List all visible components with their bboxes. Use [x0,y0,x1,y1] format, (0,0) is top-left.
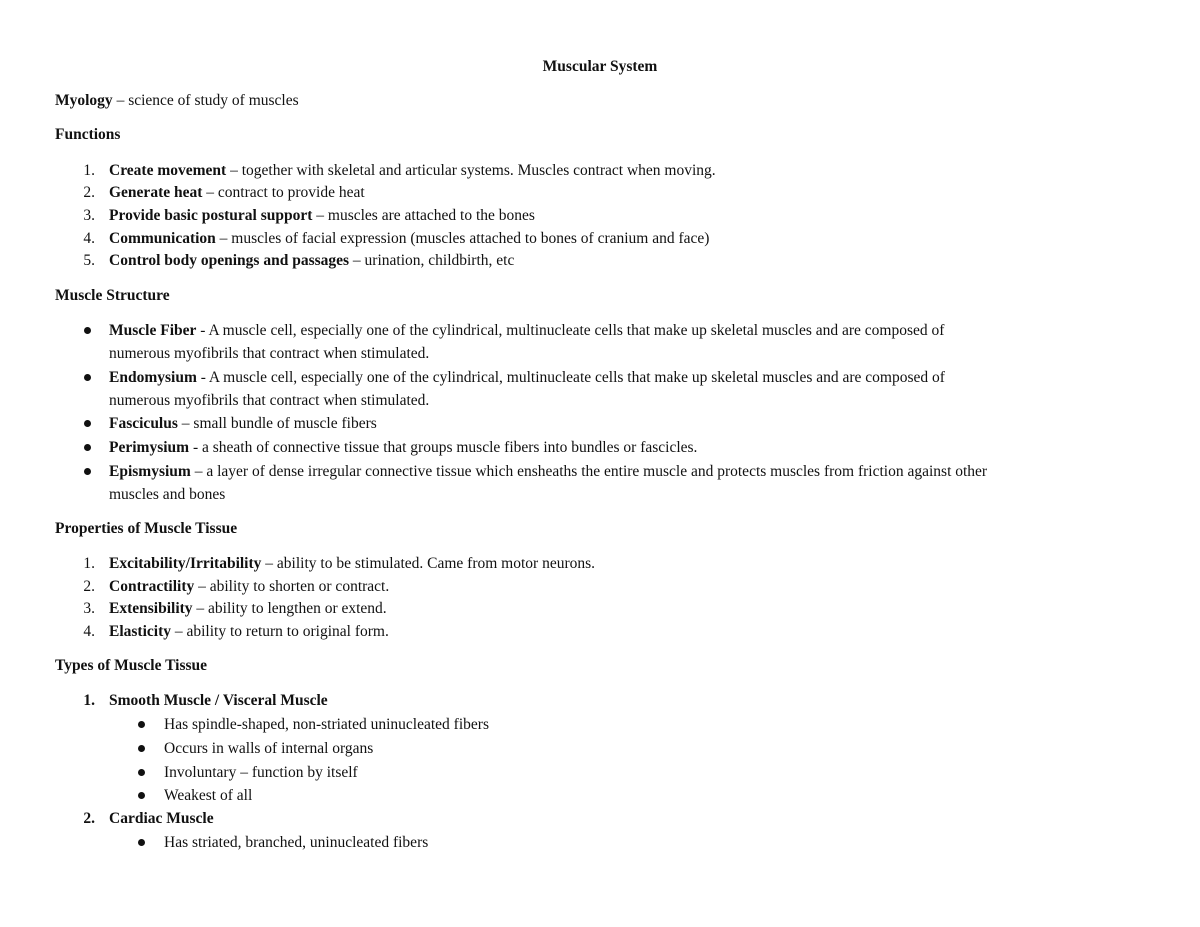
item-text: - A muscle cell, especially one of the cylindrical, multinucleate cells that make up skeletal muscles and are composed of [196,322,945,339]
bullet-icon [138,745,145,752]
bullet-icon [138,769,145,776]
item-text: – a layer of dense irregular connective tissue which ensheaths the entire muscle and protects muscles from friction against other [190,463,988,480]
bullet-icon [84,420,91,427]
item-term: Communication [109,230,216,247]
item-term: Create movement [109,162,227,179]
intro-line [55,89,299,112]
item-term: Generate heat [109,184,203,201]
bullet-icon [138,721,145,728]
intro-text: – science of study of muscles [112,92,299,109]
item-number: 4. [83,623,95,640]
item-number: 3. [83,600,95,617]
bullet-icon [84,468,91,475]
sub-bullet-text: Has spindle-shaped, non-striated uninucleated fibers [164,716,489,733]
muscle-type-name: Smooth Muscle / Visceral Muscle [109,692,328,709]
properties-heading: Properties of Muscle Tissue [55,520,238,537]
intro-term: Myology [55,92,113,109]
item-term: Extensibility [109,600,193,617]
item-number: 4. [83,230,95,247]
item-term: Provide basic postural support [109,207,313,224]
item-text: – muscles are attached to the bones [312,207,535,224]
item-continuation: numerous myofibrils that contract when stimulated. [109,345,430,362]
item-term: Muscle Fiber [109,322,197,339]
bullet-icon [138,792,145,799]
item-continuation: numerous myofibrils that contract when stimulated. [109,392,430,409]
item-number: 5. [83,252,95,269]
item-text: – ability to be stimulated. Came from motor neurons. [261,555,596,572]
item-number: 1. [83,555,95,572]
item-term: Elasticity [109,623,171,640]
item-term: Fasciculus [109,415,178,432]
item-text: - A muscle cell, especially one of the cylindrical, multinucleate cells that make up skeletal muscles and are composed of [196,369,945,386]
item-text: – contract to provide heat [202,184,365,201]
page-title: Muscular System [542,58,658,75]
item-text: – muscles of facial expression (muscles attached to bones of cranium and face) [215,230,710,247]
item-number: 1. [83,162,95,179]
item-text: – small bundle of muscle fibers [177,415,377,432]
muscle-type-name: Cardiac Muscle [109,810,214,827]
sub-bullet-text: Weakest of all [164,787,253,804]
item-term: Excitability/Irritability [109,555,262,572]
types-heading: Types of Muscle Tissue [55,657,208,674]
item-number: 2. [83,578,95,595]
sub-bullet-text: Involuntary – function by itself [164,764,358,781]
bullet-icon [84,327,91,334]
item-term: Endomysium [109,369,197,386]
item-number: 2. [83,184,95,201]
item-number: 1. [83,692,95,709]
bullet-icon [138,839,145,846]
item-term: Control body openings and passages [109,252,350,269]
item-number: 2. [83,810,95,827]
item-term: Contractility [109,578,195,595]
functions-heading: Functions [55,126,121,143]
item-text: – ability to lengthen or extend. [192,600,387,617]
item-term: Epismysium [109,463,191,480]
item-text: - a sheath of connective tissue that groups muscle fibers into bundles or fascicles. [189,439,698,456]
item-text: – ability to shorten or contract. [194,578,390,595]
sub-bullet-text: Occurs in walls of internal organs [164,740,374,757]
item-number: 3. [83,207,95,224]
item-text: – urination, childbirth, etc [349,252,515,269]
item-continuation: muscles and bones [109,486,226,503]
structure-heading: Muscle Structure [55,287,170,304]
bullet-icon [84,374,91,381]
bullet-icon [84,444,91,451]
item-text: – together with skeletal and articular systems. Muscles contract when moving. [226,162,716,179]
item-term: Perimysium [109,439,190,456]
item-text: – ability to return to original form. [171,623,389,640]
sub-bullet-text: Has striated, branched, uninucleated fibers [164,834,429,851]
